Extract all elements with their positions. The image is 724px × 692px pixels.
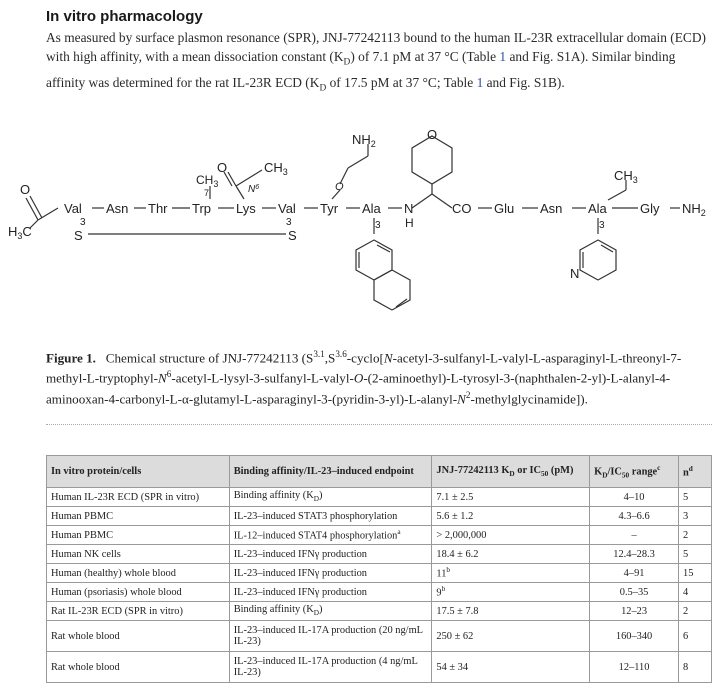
residue-glu: Glu bbox=[494, 201, 515, 216]
residue-lys: Lys bbox=[236, 201, 256, 216]
residue-gly: Gly bbox=[640, 201, 660, 216]
figure-caption: Figure 1. Chemical structure of JNJ-77242113 ($S^{3.1},S^{3.6}-cyclo[N-acetyl-3-sulfanyl-L-valyl-L-asparaginyl-L-threonyl-7-methyl-L-tryptophyl-N^6-acetyl-L-lysyl-3-sulfanyl-L-v$alyl-O-(2-aminoethyl)-L-tyrosyl-3-(naphthalen-2-yl)-L-alanyl-4-aminooxan-4-carbonyl-L-α-glutamyl-L-asparaginyl-3-(pyridi$n-3-yl)-L-alanyl-N^2-methylglycinamide$]). bbox=[46, 349, 682, 407]
cell-endpoint: IL-23–induced IL-17A production (20 ng/mL IL-23) bbox=[229, 621, 432, 652]
header-kd-ic50: JNJ-77242113 $K_D$ or $IC_{50}$ (pM) bbox=[432, 456, 590, 488]
svg-text:N6: $N^6$ bbox=[248, 184, 260, 195]
amide-h: H bbox=[405, 216, 414, 230]
oxane-o: O bbox=[427, 128, 438, 142]
cell-value: 11$^b$ bbox=[432, 564, 590, 583]
acetyl-o: O bbox=[217, 160, 228, 175]
table-row bbox=[47, 602, 712, 621]
cell-endpoint: IL-23–induced IFNγ production bbox=[229, 564, 432, 583]
residue-val-2: Val bbox=[278, 201, 296, 216]
cell-n: 8 bbox=[679, 652, 712, 683]
header-range: $K_D/IC_{50}$ range$^c$ bbox=[590, 456, 679, 488]
h3c-label: H bbox=[8, 224, 18, 239]
residue-val-1: Val bbox=[64, 201, 82, 216]
cell-endpoint: Binding affinity $(K_D)$ bbox=[229, 602, 432, 621]
tyr-o: O bbox=[335, 181, 344, 193]
cell-protein-cells: Human PBMC bbox=[47, 507, 230, 526]
pyridine-n: N bbox=[570, 266, 580, 281]
header-n: $n^d$ bbox=[679, 456, 712, 488]
cell-endpoint: IL-23–induced IL-17A production (4 ng/mL IL-23) bbox=[229, 652, 432, 683]
cell-range: 4–10 bbox=[590, 488, 679, 507]
residue-tyr: Tyr bbox=[320, 201, 339, 216]
residue-ala-1: Ala bbox=[362, 201, 381, 216]
svg-text:CH3: $CH_3$ bbox=[196, 173, 219, 189]
cell-value: 250 ± 62 bbox=[432, 621, 590, 652]
cell-range: – bbox=[590, 526, 679, 545]
cell-value: 9$^b$ bbox=[432, 583, 590, 602]
svg-text:H3C: $H_3C$ bbox=[8, 224, 32, 241]
table-row bbox=[47, 545, 712, 564]
header-endpoint: Binding affinity/IL-23–induced endpoint bbox=[229, 456, 432, 488]
ala-ch3: CH bbox=[614, 168, 633, 183]
cell-value: 54 ± 34 bbox=[432, 652, 590, 683]
cell-range: 12–110 bbox=[590, 652, 679, 683]
ala2-position-3: 3 bbox=[599, 220, 605, 231]
table-row bbox=[47, 583, 712, 602]
cell-range: 12–23 bbox=[590, 602, 679, 621]
trp-position-7: 7 bbox=[204, 188, 210, 198]
section-heading: In vitro pharmacology bbox=[46, 8, 203, 25]
table-1-link[interactable]: 1 bbox=[499, 49, 507, 65]
cell-n: 4 bbox=[679, 583, 712, 602]
cell-n: 2 bbox=[679, 602, 712, 621]
cell-n: 3 bbox=[679, 507, 712, 526]
cell-protein-cells: Human IL-23R ECD (SPR in vitro) bbox=[47, 488, 230, 507]
cell-endpoint: IL-12–induced STAT4 phosphorylation$^a$ bbox=[229, 526, 432, 545]
nh2-top: NH bbox=[352, 132, 371, 147]
svg-text:NH2: $NH_2$ bbox=[682, 201, 706, 218]
cell-range: 160–340 bbox=[590, 621, 679, 652]
chemical-structure bbox=[0, 128, 724, 333]
figure-label: Figure 1. bbox=[46, 350, 96, 366]
amide-n: N bbox=[404, 201, 414, 216]
cell-n: 2 bbox=[679, 526, 712, 545]
cell-endpoint: IL-23–induced IFNγ production bbox=[229, 545, 432, 564]
cell-n: 5 bbox=[679, 488, 712, 507]
cell-endpoint: Binding affinity $(K_D)$ bbox=[229, 488, 432, 507]
acetyl-ch3: CH bbox=[264, 160, 283, 175]
table-header-row bbox=[47, 456, 712, 488]
sulfur-left: S bbox=[74, 228, 83, 243]
cell-endpoint: IL-23–induced IFNγ production bbox=[229, 583, 432, 602]
header-protein-cells: In vitro protein/cells bbox=[47, 456, 230, 488]
cell-protein-cells: Rat whole blood bbox=[47, 652, 230, 683]
cell-protein-cells: Human (psoriasis) whole blood bbox=[47, 583, 230, 602]
cell-n: 5 bbox=[679, 545, 712, 564]
cell-protein-cells: Human (healthy) whole blood bbox=[47, 564, 230, 583]
pharmacology-table bbox=[46, 455, 712, 683]
cell-n: 15 bbox=[679, 564, 712, 583]
cell-value: 18.4 ± 6.2 bbox=[432, 545, 590, 564]
cell-range: 0.5–35 bbox=[590, 583, 679, 602]
cell-protein-cells: Human PBMC bbox=[47, 526, 230, 545]
carbonyl-co: CO bbox=[452, 201, 472, 216]
table-row bbox=[47, 564, 712, 583]
cell-protein-cells: Rat whole blood bbox=[47, 621, 230, 652]
table-row bbox=[47, 652, 712, 683]
table-row bbox=[47, 526, 712, 545]
residue-thr: Thr bbox=[148, 201, 168, 216]
cell-n: 6 bbox=[679, 621, 712, 652]
cell-protein-cells: Human NK cells bbox=[47, 545, 230, 564]
val1-position-3: 3 bbox=[80, 217, 86, 228]
trp-ch3: CH bbox=[196, 173, 214, 187]
svg-text:CH3: $CH_3$ bbox=[264, 160, 288, 177]
cell-value: 7.1 ± 2.5 bbox=[432, 488, 590, 507]
val2-position-3: 3 bbox=[286, 217, 292, 228]
sulfur-right: S bbox=[288, 228, 297, 243]
lys-n6: N bbox=[248, 184, 256, 195]
table-row bbox=[47, 507, 712, 526]
ala1-position-3: 3 bbox=[375, 220, 381, 231]
svg-text:NH2: $NH_2$ bbox=[352, 132, 376, 149]
cell-endpoint: IL-23–induced STAT3 phosphorylation bbox=[229, 507, 432, 526]
cell-value: 5.6 ± 1.2 bbox=[432, 507, 590, 526]
cell-value: 17.5 ± 7.8 bbox=[432, 602, 590, 621]
table-row bbox=[47, 621, 712, 652]
residue-asn-1: Asn bbox=[106, 201, 129, 216]
residue-ala-2: Ala bbox=[588, 201, 607, 216]
table-1-link-2[interactable]: 1 bbox=[476, 75, 484, 91]
cell-range: 4.3–6.6 bbox=[590, 507, 679, 526]
table-row bbox=[47, 488, 712, 507]
cell-range: 4–91 bbox=[590, 564, 679, 583]
residue-asn-2: Asn bbox=[540, 201, 563, 216]
svg-text:CH3: $CH_3$ bbox=[614, 168, 638, 185]
cell-range: 12.4–28.3 bbox=[590, 545, 679, 564]
intro-paragraph: As measured by surface plasmon resonance (SPR), JNJ-77242113 bound to the human IL-23R extracellular domain (ECD) with high affinity, with a mean dissociation constant $(K_D)$ of 7.1 pM at 37 °C (Table 1 and Fig. S1A). Similar binding affinity was determined for the rat IL-23R ECD ($K_D$ of 17.5 pM at 37 °C; Table 1 and Fig. S1B). bbox=[46, 30, 706, 94]
carbonyl-o-left: O bbox=[20, 182, 31, 197]
dotted-separator bbox=[46, 424, 712, 425]
cell-value: > 2,000,000 bbox=[432, 526, 590, 545]
cell-protein-cells: Rat IL-23R ECD (SPR in vitro) bbox=[47, 602, 230, 621]
residue-trp: Trp bbox=[192, 201, 212, 216]
terminal-nh2: NH bbox=[682, 201, 701, 216]
